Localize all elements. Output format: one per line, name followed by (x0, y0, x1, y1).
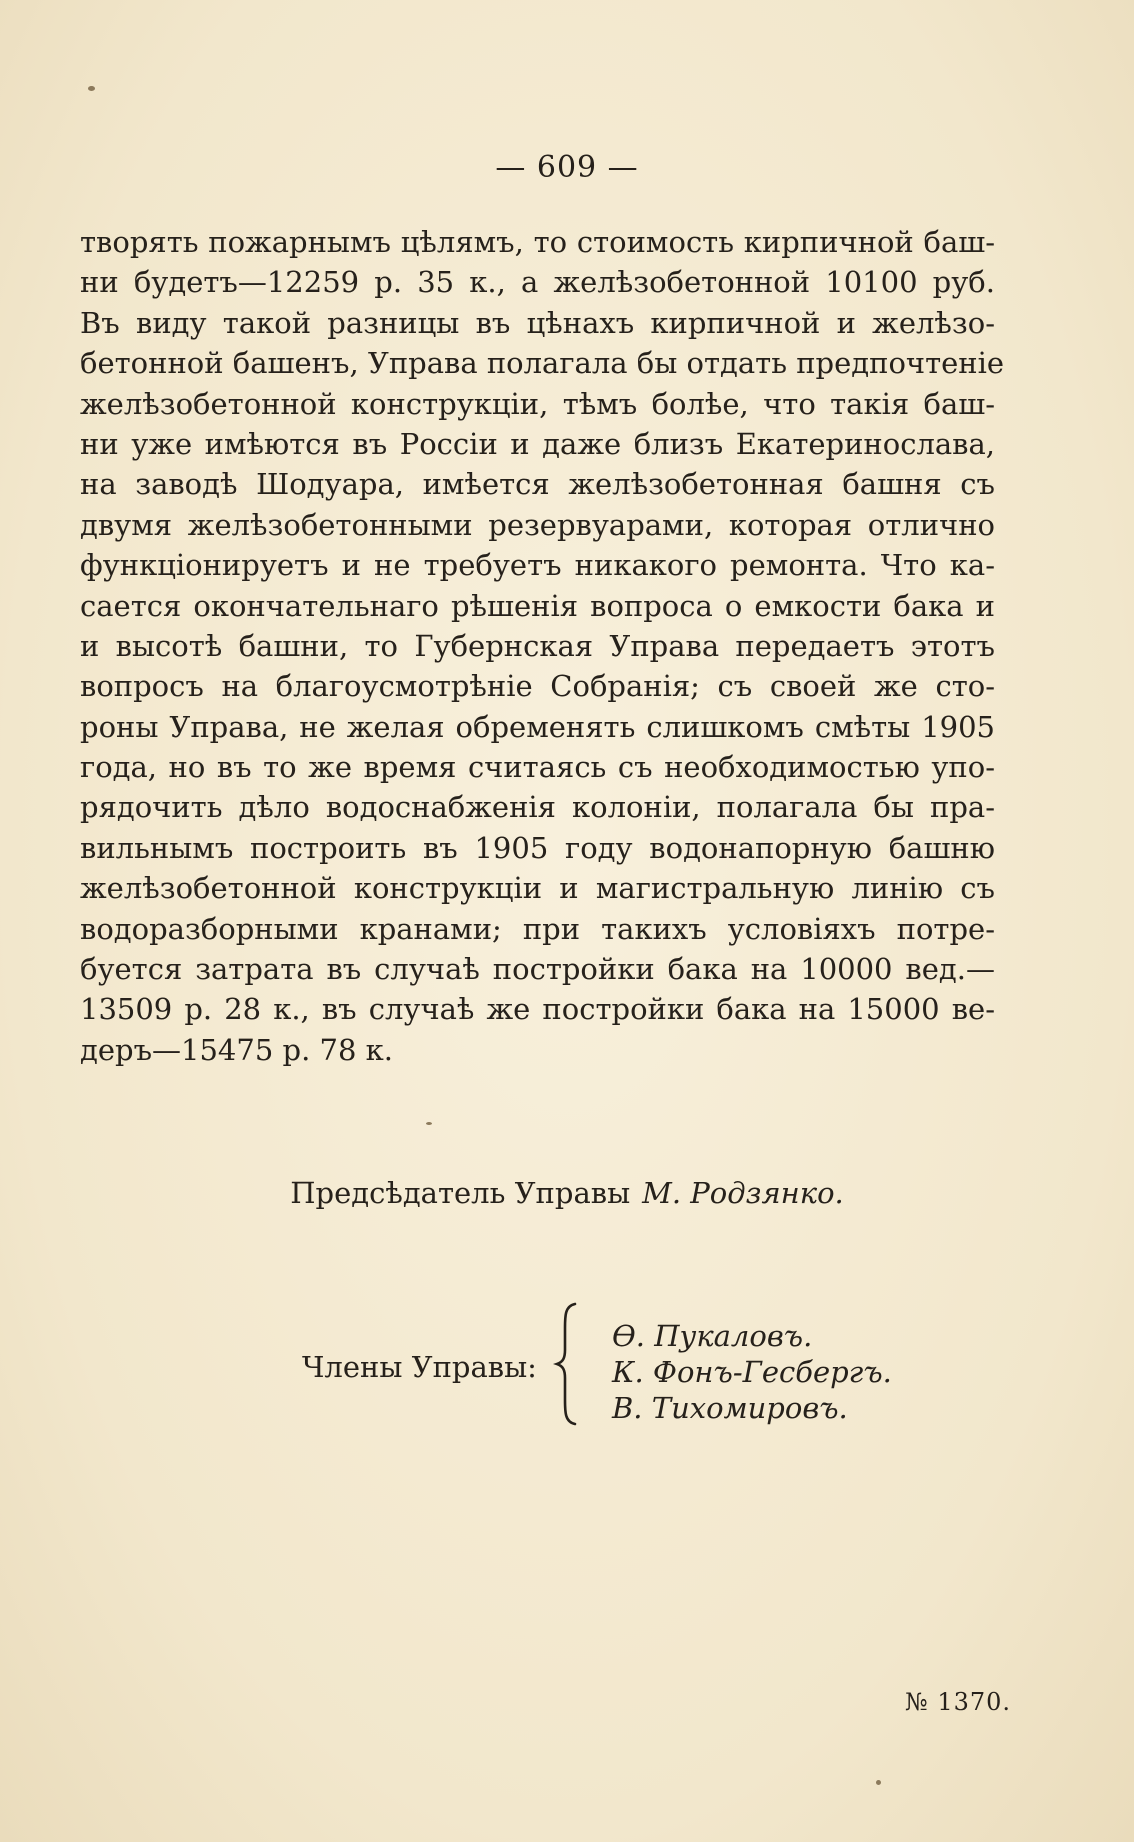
text-line: буется затрата въ случаѣ постройки бака на 10000 вед.— (80, 952, 995, 987)
ink-speck (426, 1122, 432, 1125)
text-line: деръ—15475 р. 78 к. (80, 1032, 393, 1067)
text-line: рядочить дѣло водоснабженія колоніи, полагала бы пра- (80, 790, 995, 825)
member-name: Ѳ. Пукаловъ. (612, 1319, 813, 1353)
text-line: 13509 р. 28 к., въ случаѣ же постройки бака на 15000 ве- (80, 992, 995, 1027)
chairman-title: Предсѣдатель Управы (290, 1176, 631, 1210)
chairman-name: М. Родзянко. (642, 1176, 844, 1210)
text-line: вильнымъ построить въ 1905 году водонапорную башню (80, 830, 995, 865)
text-line: творять пожарнымъ цѣлямъ, то стоимость кирпичной баш- (80, 225, 995, 259)
member-name: В. Тихомировъ. (612, 1391, 848, 1425)
text-line: сается окончательнаго рѣшенія вопроса о емкости бака и (80, 588, 995, 623)
text-line: водоразборными кранами; при такихъ условіяхъ потре- (80, 911, 995, 946)
text-line: функціонируетъ и не требуетъ никакого ремонта. Что ка- (80, 548, 995, 583)
text-line: Въ виду такой разницы въ цѣнахъ кирпичной и желѣзо- (80, 305, 995, 340)
text-line: вопросъ на благоусмотрѣніе Собранія; съ своей же сто- (80, 669, 995, 704)
text-line: ни уже имѣются въ Россіи и даже близъ Екатеринослава, (80, 426, 995, 461)
text-line: на заводѣ Шодуара, имѣется желѣзобетонная башня съ (80, 467, 995, 502)
text-line: и высотѣ башни, то Губернская Управа передаетъ этотъ (80, 628, 995, 663)
ink-speck (876, 1780, 881, 1785)
text-line: желѣзобетонной конструкціи, тѣмъ болѣе, что такія баш- (80, 386, 995, 421)
text-line: года, но въ то же время считаясь съ необходимостью упо- (80, 750, 995, 785)
chairman-signature (0, 1176, 1134, 1210)
page-number: — 609 — (495, 150, 639, 185)
text-line: двумя желѣзобетонными резервуарами, которая отлично (80, 507, 995, 542)
curly-brace-icon (553, 1302, 583, 1426)
text-line: бетонной башенъ, Управа полагала бы отдать предпочтеніе (80, 346, 1005, 381)
body-paragraph (80, 222, 1005, 1070)
member-name: К. Фонъ-Гесбергъ. (612, 1355, 892, 1389)
text-line: ни будетъ—12259 р. 35 к., а желѣзобетонной 10100 руб. (80, 265, 995, 300)
document-number: № 1370. (905, 1688, 1012, 1716)
text-line: роны Управа, не желая обременять слишкомъ смѣты 1905 (80, 709, 995, 744)
ink-speck (88, 86, 95, 91)
members-list (612, 1318, 892, 1426)
text-line: желѣзобетонной конструкціи и магистральную линію съ (80, 871, 995, 906)
members-label: Члены Управы: (302, 1350, 537, 1384)
